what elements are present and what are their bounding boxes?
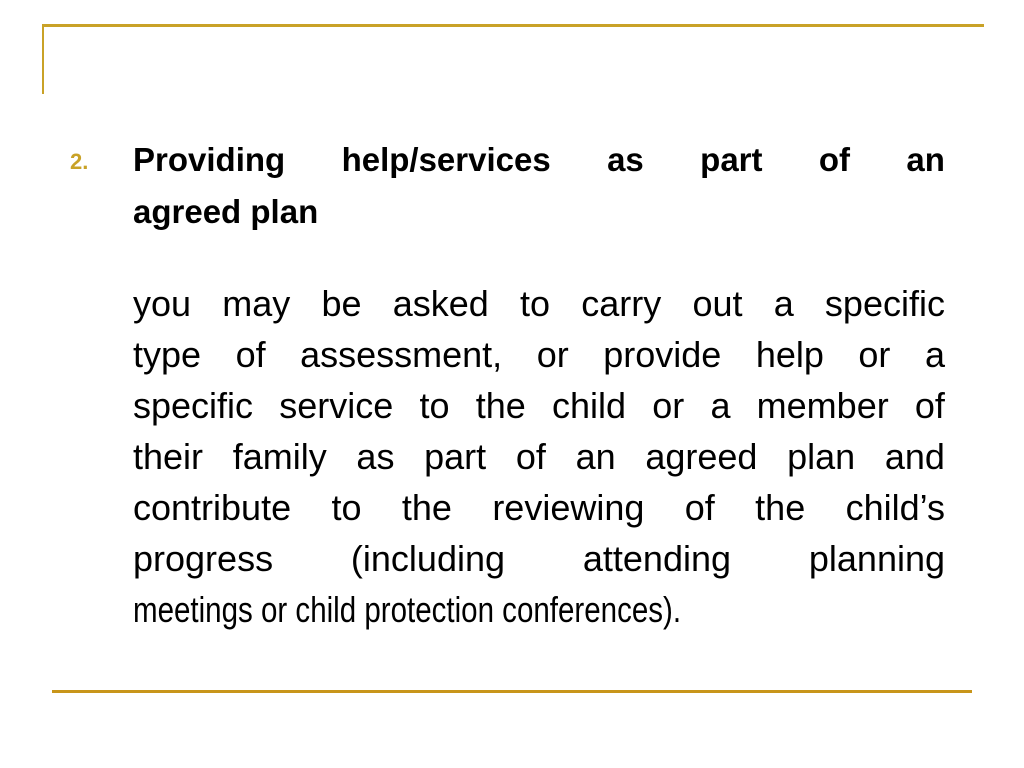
body-word: assessment,: [300, 334, 503, 375]
body-word: as: [356, 436, 395, 477]
body-line-2: [133, 329, 945, 380]
body-word: the: [755, 487, 806, 528]
body-line-7: [133, 584, 945, 635]
body-word: child’s: [845, 487, 945, 528]
body-word: an: [575, 436, 616, 477]
body-line-6: [133, 533, 945, 584]
heading-word: help/services: [341, 141, 551, 178]
body-word: child: [551, 385, 627, 426]
body-word: part: [424, 436, 487, 477]
body-word: a: [924, 334, 945, 375]
body-word: to: [331, 487, 362, 528]
bottom-border-line: [52, 690, 972, 693]
list-item-number: 2.: [70, 149, 89, 174]
left-border-line: [42, 24, 44, 94]
body-word: of: [235, 334, 266, 375]
body-word: the: [401, 487, 452, 528]
body-word: a: [773, 283, 794, 324]
body-line-4: [133, 431, 945, 482]
body-word: (including: [350, 538, 506, 579]
body-word: type: [133, 334, 202, 375]
heading-line-2: agreed plan: [133, 193, 319, 230]
body-word: carry: [581, 283, 662, 324]
body-word: the: [475, 385, 526, 426]
body-word: may: [222, 283, 291, 324]
heading-line-1: [133, 134, 945, 186]
body-word: or: [536, 334, 569, 375]
body-word: member: [756, 385, 889, 426]
body-word: be: [321, 283, 362, 324]
heading-word: as: [607, 141, 644, 178]
body-word: agreed: [645, 436, 758, 477]
body-word: provide: [603, 334, 722, 375]
body-word: of: [515, 436, 546, 477]
body-line-3: [133, 380, 945, 431]
list-item-body: [133, 278, 945, 635]
body-word: family: [232, 436, 327, 477]
body-line-5: [133, 482, 945, 533]
body-word: or: [858, 334, 891, 375]
body-word: of: [684, 487, 715, 528]
body-word: progress: [133, 538, 274, 579]
body-word: or: [652, 385, 685, 426]
body-last-line: meetings or child protection conferences).: [133, 589, 682, 630]
body-word: to: [520, 283, 551, 324]
heading-word: Providing: [133, 141, 286, 178]
body-word: specific: [133, 385, 254, 426]
body-word: their: [133, 436, 204, 477]
heading-word: of: [818, 141, 851, 178]
body-word: contribute: [133, 487, 292, 528]
body-word: planning: [808, 538, 945, 579]
body-word: attending: [582, 538, 732, 579]
body-word: reviewing: [492, 487, 645, 528]
body-word: specific: [824, 283, 945, 324]
heading-word: part: [700, 141, 763, 178]
top-border-line: [42, 24, 984, 27]
body-word: of: [914, 385, 945, 426]
body-word: out: [692, 283, 743, 324]
body-word: to: [419, 385, 450, 426]
body-word: you: [133, 283, 192, 324]
body-word: help: [755, 334, 824, 375]
heading-word: an: [906, 141, 945, 178]
body-word: a: [710, 385, 731, 426]
body-word: service: [279, 385, 394, 426]
body-word: plan: [787, 436, 856, 477]
body-line-1: [133, 278, 945, 329]
body-word: and: [884, 436, 945, 477]
body-word: asked: [392, 283, 489, 324]
list-item-heading: [133, 134, 945, 238]
